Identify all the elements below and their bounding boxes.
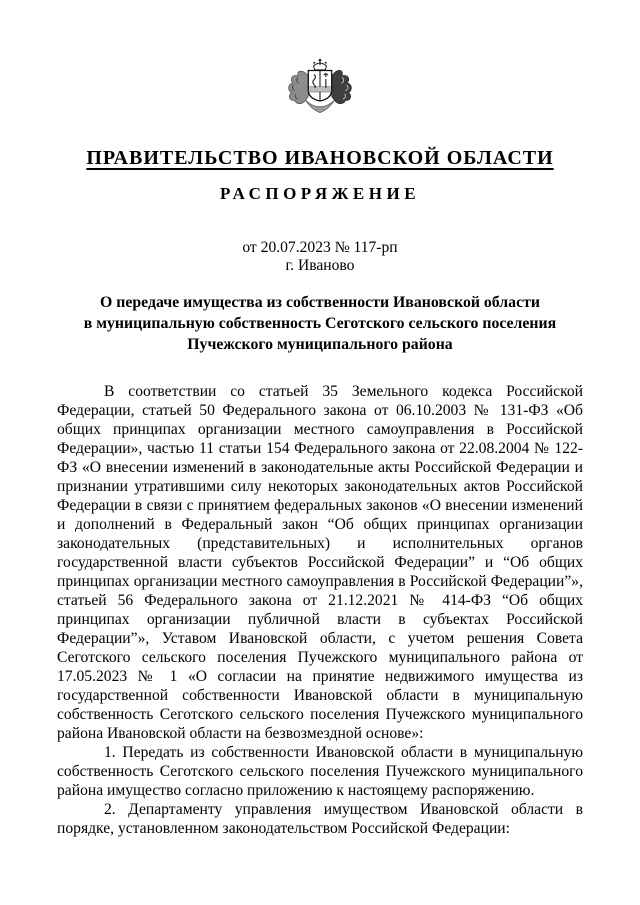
document-body [57,382,583,838]
emblem-container [0,0,640,128]
subject-line: О передаче имущества из собственности Ивановской области [100,294,540,311]
city-line: г. Иваново [285,257,355,274]
date-block [0,239,640,275]
coat-of-arms-icon [281,57,359,123]
subject-heading [0,292,640,355]
body-paragraph: 2. Департаменту управления имуществом Ивановской области в порядке, установленном законодательством Российской Федерации: [57,801,583,837]
body-paragraph: 1. Передать из собственности Ивановской области в муниципальную собственность Сеготского сельского поселения Пучежского муниципального района имущество согласно приложению к настоящему распоряжению. [57,744,583,799]
body-paragraph: В соответствии со статьей 35 Земельного кодекса Российской Федерации, статьей 50 Федерального закона от 06.10.2003 № 131-ФЗ «Об общих принципах организации местного самоуправления в Российской Федерации», частью 11 статьи 154 Федерального закона от 22.08.2004 № 122-ФЗ «О внесении изменений в законодательные акты Российской Федерации и признании утратившими силу некоторых законодательных актов Российской Федерации в связи с принятием федеральных законов «О внесении изменений и дополнений в Федеральный закон “Об общих принципах организации законодательных (представительных) и исполнительных органов государственной власти субъектов Российской Федерации” и “Об общих принципах организации местного самоуправления в Российской Федерации”», статьей 56 Федерального закона от 21.12.2021 № 414-ФЗ “Об общих принципах организации публичной власти в субъектах Российской Федерации”», Уставом Ивановской области, с учетом решения Совета Сеготского сельского поселения Пучежского муниципального района от 17.05.2023 № 1 «О согласии на принятие недвижимого имущества из государственной собственности Ивановской области в муниципальную собственность Сеготского сельского поселения Пучежского муниципального района Ивановской области на безвозмездной основе»: [57,383,583,742]
subject-line: Пучежского муниципального района [187,336,453,353]
date-line: от 20.07.2023 № 117-рп [242,239,398,256]
org-title: ПРАВИТЕЛЬСТВО ИВАНОВСКОЙ ОБЛАСТИ [86,147,554,169]
doc-type-title: РАСПОРЯЖЕНИЕ [219,184,421,203]
subject-line: в муниципальную собственность Сеготского сельского поселения [83,315,557,332]
